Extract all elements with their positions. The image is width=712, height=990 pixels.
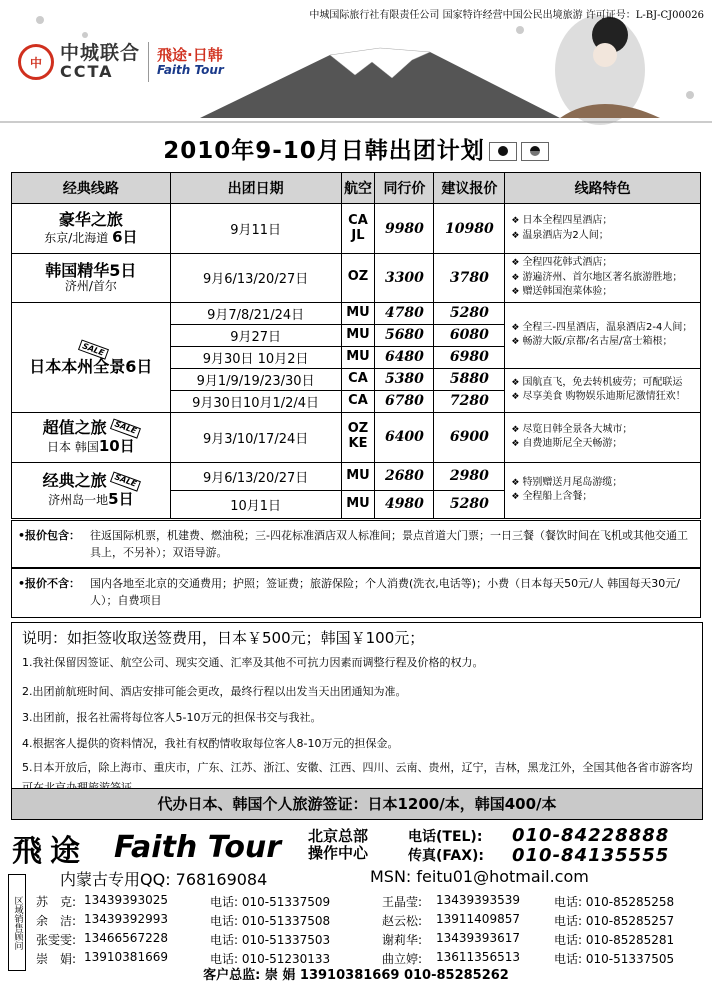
features-cell: ❖ 特别赠送月尾岛游缆； ❖ 全程船上含餐； [505, 462, 701, 518]
table-row: 9月30日10月1/2/4日 CA 6780 7280 [12, 390, 701, 412]
header-suggested-price: 建议报价 [434, 173, 505, 204]
qq-contact: 内蒙古专用QQ: 768169084 [60, 870, 268, 889]
table-row: 豪华之旅 东京/北海道 6日 9月11日 CA JL 9980 10980 ❖ 日本全程四星酒店； ❖ 温泉酒店为2人间； [12, 204, 701, 254]
list-item: 3.出团前，报名社需将每位客人5-10万元的担保书交与我社。 [22, 711, 322, 724]
table-row: 9月30日 10月2日 MU 6480 6980 [12, 346, 701, 368]
license-text: 中城国际旅行社有限责任公司 国家特许经营中国公民出境旅游 许可证号：L-BJ-CJ00026 [309, 10, 704, 21]
include-label: •报价包含： [18, 529, 81, 542]
list-item: 5.日本开放后，除上海市、重庆市，广东、江苏、浙江、安徽、江西、四川、云南、贵州，辽宁，吉林，黑龙江外，全国其他各省市游客均 [22, 761, 693, 774]
japan-flag-icon [489, 142, 517, 161]
fax-label: 传真(FAX): [408, 848, 484, 864]
route-cell: 经典之旅 SALE 济州岛一地5日 [12, 462, 171, 518]
price-include-box [11, 520, 701, 568]
brand-block [12, 826, 712, 868]
supervisor-contact: 客户总监: 崇 娟 13910381669 010-85285262 [203, 968, 509, 983]
sale-tag: SALE [110, 472, 140, 492]
include-text: 往返国际机票，机建费、燃油税；三-四花标准酒店双人标准间；景点首道大门票；一日三餐（餐饮时间在飞机或其他交通工具上，不另补）；双语导游。 [90, 529, 688, 559]
brand-en: Faith Tour [114, 830, 282, 865]
sale-tag: SALE [78, 339, 109, 359]
list-item: 张雯雯: 13466567228 电话: 010-51337503 谢莉华: 13439393617 电话: 010-85285281 [36, 931, 675, 947]
list-item: 余 洁: 13439392993 电话: 010-51337508 赵云松: 13911409857 电话: 010-85285257 [36, 912, 675, 928]
page-title: 2010年9-10月日韩出团计划 [0, 132, 712, 165]
features-cell: ❖ 全程三-四星酒店，温泉酒店2-4人间； ❖ 畅游大阪/京都/名古屋/富士箱根； [505, 302, 701, 368]
list-item: 4.根据客人提供的资料情况，我社有权酌情收取每位客人8-10万元的担保金。 [22, 737, 399, 750]
table-row: 经典之旅 SALE 济州岛一地5日 9月6/13/20/27日 MU 2680 2980 ❖ 特别赠送月尾岛游缆； ❖ 全程船上含餐； [12, 462, 701, 490]
hq-label: 北京总部 [308, 827, 369, 845]
route-cell: 韩国精华5日 济州/首尔 [12, 254, 171, 303]
exclude-label: •报价不含： [18, 577, 81, 590]
tel-label: 电话(TEL): [408, 829, 483, 845]
tour-table [11, 172, 701, 519]
route-cell: 豪华之旅 东京/北海道 6日 [12, 204, 171, 254]
route-cell: SALE 日本本州全景6日 [12, 302, 171, 412]
region-sales-label: 区域销售顾问 [8, 874, 26, 971]
header-dates: 出团日期 [170, 173, 341, 204]
features-cell: ❖ 尽览日韩全景各大城市； ❖ 自费迪斯尼全天畅游； [505, 412, 701, 462]
table-row: 10月1日 MU 4980 5280 [12, 490, 701, 518]
route-cell: 超值之旅 SALE 日本 韩国10日 [12, 412, 171, 462]
list-item: 崇 娟: 13910381669 电话: 010-51230133 曲立婷: 13611356513 电话: 010-51337505 [36, 950, 675, 966]
table-row: SALE 日本本州全景6日 9月7/8/21/24日 MU 4780 5280 ❖ 全程三-四星酒店，温泉酒店2-4人间； ❖ 畅游大阪/京都/名古屋/富士箱根； [12, 302, 701, 324]
header-peer-price: 同行价 [375, 173, 434, 204]
visa-banner: 代办日本、韩国个人旅游签证：日本1200/本，韩国400/本 [11, 788, 703, 820]
tel-number: 010-84228888 [512, 825, 670, 846]
korea-flag-icon [521, 142, 549, 161]
header-airline: 航空 [341, 173, 375, 204]
logo-en: CCTA [60, 61, 114, 81]
table-row: 9月1/9/19/23/30日 CA 5380 5880 ❖ 国航直飞，免去转机疲劳；可配联运 ❖ 尽享美食 购物娱乐迪斯尼激情狂欢！ [12, 368, 701, 390]
ops-label: 操作中心 [308, 844, 369, 862]
features-cell: ❖ 日本全程四星酒店； ❖ 温泉酒店为2人间； [505, 204, 701, 254]
contacts-list [36, 893, 706, 969]
sale-tag: SALE [110, 419, 140, 439]
header-banner [0, 0, 712, 125]
list-item: 苏 克: 13439393025 电话: 010-51337509 王晶莹: 13439393539 电话: 010-85285258 [36, 893, 675, 909]
faithtour-logo-en: Faith Tour [157, 62, 224, 77]
header-features: 线路特色 [505, 173, 701, 204]
features-cell: ❖ 国航直飞，免去转机疲劳；可配联运 ❖ 尽享美食 购物娱乐迪斯尼激情狂欢！ [505, 368, 701, 412]
faithtour-logo-cn: 飛途·日韩 [157, 45, 223, 64]
price-exclude-box [11, 568, 701, 618]
table-header-row [12, 173, 701, 204]
features-cell: ❖ 全程四花韩式酒店； ❖ 游遍济州、首尔地区著名旅游胜地； ❖ 赠送韩国泡菜体验； [505, 254, 701, 303]
list-item: 2.出团前航班时间、酒店安排可能会更改，最终行程以出发当天出团通知为准。 [22, 685, 407, 698]
notes-head: 说明：如拒签收取送签费用，日本￥500元；韩国￥100元； [22, 629, 425, 647]
fax-number: 010-84135555 [512, 845, 670, 866]
logo-group [18, 36, 224, 88]
msn-contact: MSN: feitu01@hotmail.com [370, 867, 589, 886]
brand-cn: 飛途 [12, 834, 88, 869]
header-route: 经典线路 [12, 173, 171, 204]
logo-cn: 中城联合 [60, 41, 141, 64]
table-row: 韩国精华5日 济州/首尔 9月6/13/20/27日 OZ 3300 3780 ❖ 全程四花韩式酒店； ❖ 游遍济州、首尔地区著名旅游胜地； ❖ 赠送韩国泡菜体验； [12, 254, 701, 303]
logo-divider [148, 42, 149, 82]
exclude-text: 国内各地至北京的交通费用；护照；签证费；旅游保险；个人消费(洗衣,电话等)；小费（日本每天50元/人 韩国每天30元/人）；自费项目 [90, 577, 680, 607]
list-item: 1.我社保留因签证、航空公司、现实交通、汇率及其他不可抗力因素而调整行程及价格的权力。 [22, 656, 484, 669]
table-row: 超值之旅 SALE 日本 韩国10日 9月3/10/17/24日 OZ KE 6400 6900 ❖ 尽览日韩全景各大城市； ❖ 自费迪斯尼全天畅游； [12, 412, 701, 462]
notes-section [11, 622, 703, 790]
ccta-logo-icon: 中 [18, 44, 54, 80]
table-row: 9月27日 MU 5680 6080 [12, 324, 701, 346]
